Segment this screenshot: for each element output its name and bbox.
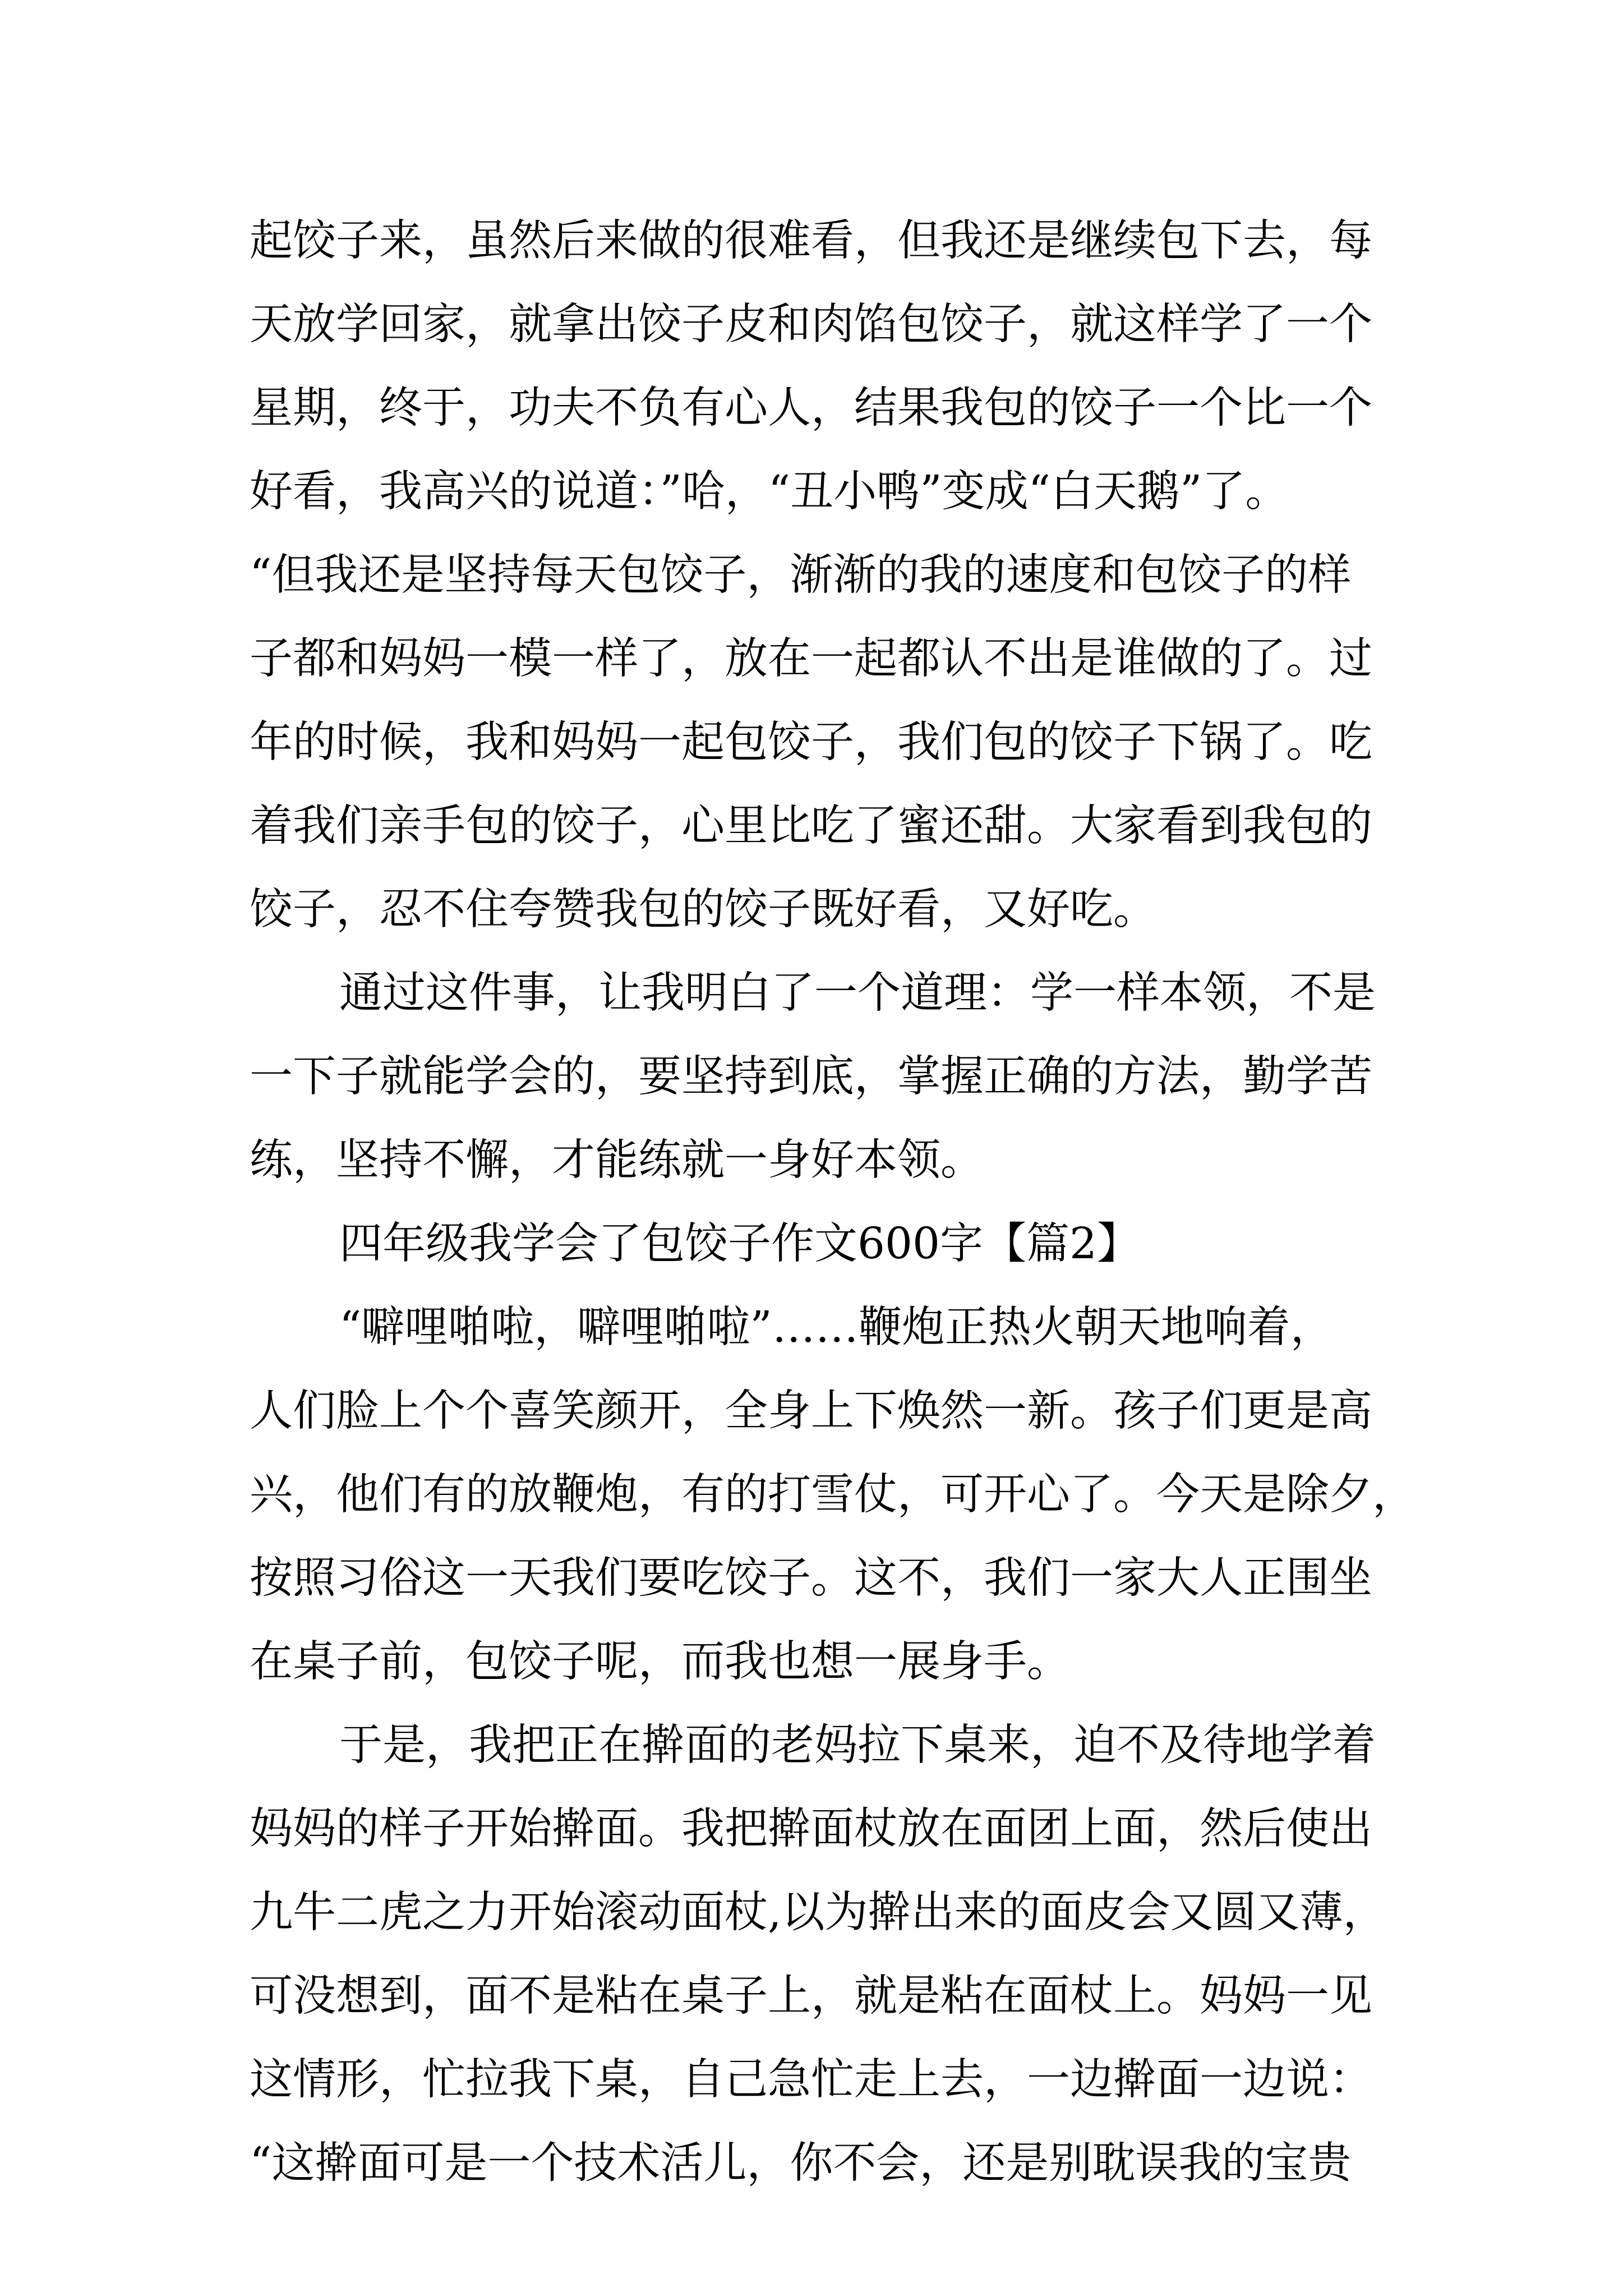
text-line: 人们脸上个个喜笑颜开，全身上下焕然一新。孩子们更是高 bbox=[250, 1386, 1372, 1436]
text-line: 按照习俗这一天我们要吃饺子。这不，我们一家大人正围坐 bbox=[250, 1553, 1372, 1603]
text-line: 好看，我高兴的说道：”哈，“丑小鸭”变成“白天鹅”了。 bbox=[250, 467, 1289, 517]
text-line: 一下子就能学会的，要坚持到底，掌握正确的方法，勤学苦 bbox=[250, 1052, 1372, 1102]
text-line: 起饺子来，虽然后来做的很难看，但我还是继续包下去，每 bbox=[250, 216, 1372, 266]
text-line: 妈妈的样子开始擀面。我把擀面杖放在面团上面，然后使出 bbox=[250, 1804, 1372, 1854]
paragraph-first-line: 于是，我把正在擀面的老妈拉下桌来，迫不及待地学着 bbox=[339, 1720, 1376, 1770]
paragraph-first-line: “噼哩啪啦，噼哩啪啦”……鞭炮正热火朝天地响着， bbox=[339, 1303, 1334, 1352]
text-line: “这擀面可是一个技术活儿，你不会，还是别耽误我的宝贵 bbox=[250, 2138, 1352, 2188]
text-line: 星期，终于，功夫不负有心人，结果我包的饺子一个比一个 bbox=[250, 383, 1372, 433]
paragraph-first-line: 通过这件事，让我明白了一个道理：学一样本领，不是 bbox=[339, 968, 1376, 1018]
text-line: 年的时候，我和妈妈一起包饺子，我们包的饺子下锅了。吃 bbox=[250, 717, 1372, 767]
text-line: 兴，他们有的放鞭炮，有的打雪仗，可开心了。今天是除夕， bbox=[250, 1470, 1415, 1520]
text-line: 饺子，忍不住夸赞我包的饺子既好看，又好吃。 bbox=[250, 885, 1156, 935]
text-line: 着我们亲手包的饺子，心里比吃了蜜还甜。大家看到我包的 bbox=[250, 801, 1372, 851]
section-heading: 四年级我学会了包饺子作文600字【篇2】 bbox=[339, 1219, 1140, 1269]
text-line: 九牛二虎之力开始滚动面杖,以为擀出来的面皮会又圆又薄， bbox=[250, 1888, 1386, 1938]
text-line: 练，坚持不懈，才能练就一身好本领。 bbox=[250, 1135, 984, 1185]
document-page bbox=[250, 199, 1415, 2205]
text-line: 子都和妈妈一模一样了，放在一起都认不出是谁做的了。过 bbox=[250, 634, 1372, 684]
text-line: 天放学回家，就拿出饺子皮和肉馅包饺子，就这样学了一个 bbox=[250, 300, 1372, 349]
text-line: “但我还是坚持每天包饺子，渐渐的我的速度和包饺子的样 bbox=[250, 550, 1352, 600]
text-line: 在桌子前，包饺子呢，而我也想一展身手。 bbox=[250, 1637, 1070, 1687]
text-line: 可没想到，面不是粘在桌子上，就是粘在面杖上。妈妈一见 bbox=[250, 1971, 1372, 2021]
text-line: 这情形，忙拉我下桌，自己急忙走上去，一边擀面一边说： bbox=[250, 2055, 1372, 2105]
